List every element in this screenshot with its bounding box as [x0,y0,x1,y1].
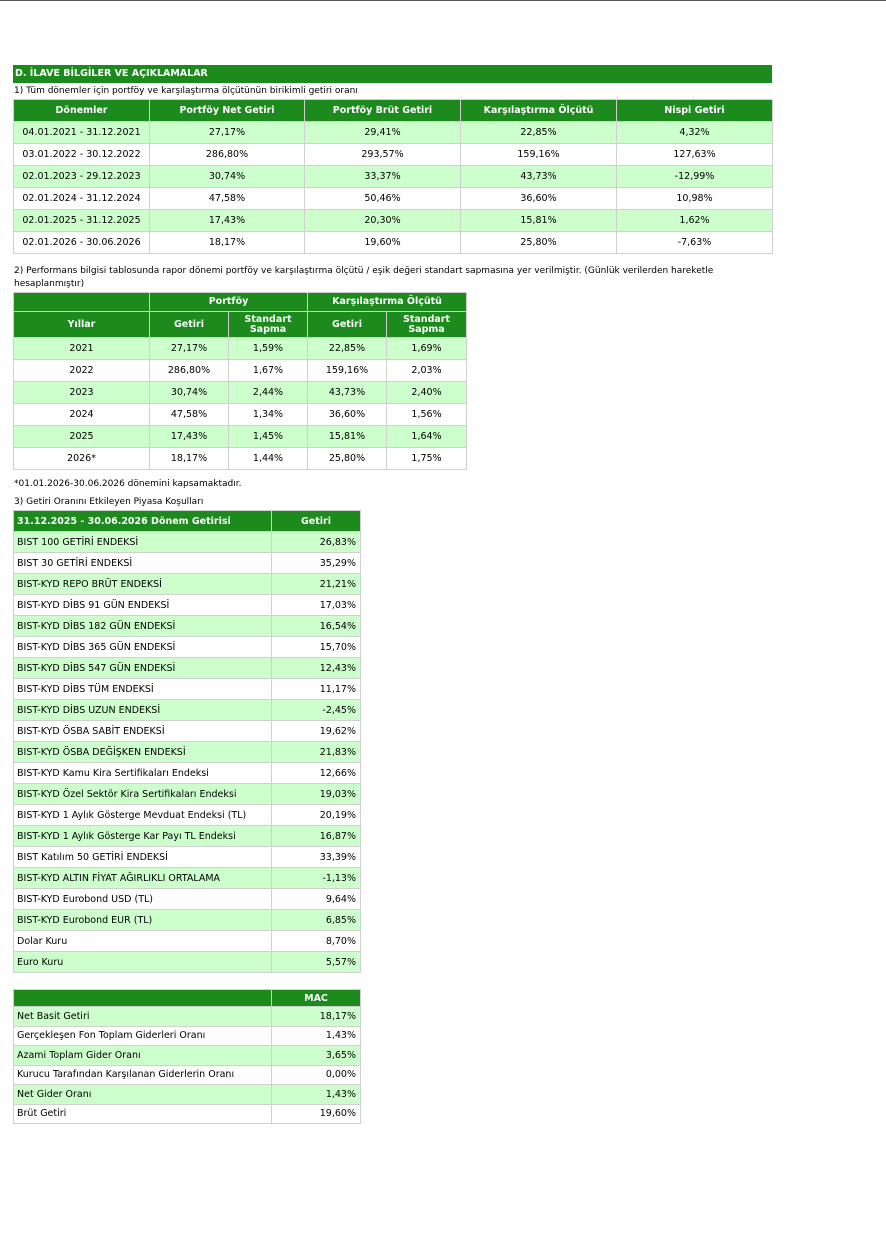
table-cell: 2023 [14,382,150,404]
table-cell: 159,16% [461,144,617,166]
table-cell: BIST-KYD Eurobond EUR (TL) [14,910,272,931]
table-cell: 18,17% [150,232,305,254]
table-cell: 1,64% [387,426,467,448]
footnote-2026-period: *01.01.2026-30.06.2026 dönemini kapsamaktadır. [14,479,242,489]
table-cell: 19,03% [272,784,361,805]
table-cell: 18,17% [150,448,229,470]
table-cell: BIST-KYD DİBS 547 GÜN ENDEKSİ [14,658,272,679]
col-header-benchmark: Karşılaştırma Ölçütü [461,100,617,122]
table-row [14,700,361,721]
table-row [14,952,361,973]
table-cell: 12,43% [272,658,361,679]
table-row [14,868,361,889]
table-row [14,144,773,166]
table-row [14,404,467,426]
table-cell: 22,85% [461,122,617,144]
table-row [14,931,361,952]
table-cell: Kurucu Tarafından Karşılanan Giderlerin Oranı [14,1065,272,1085]
table-cell: BIST-KYD DİBS 91 GÜN ENDEKSİ [14,595,272,616]
table-cell: 20,30% [305,210,461,232]
table-cell: 2024 [14,404,150,426]
col-header-gross-return: Portföy Brüt Getiri [305,100,461,122]
table-row [14,1046,361,1066]
table-cell: BIST-KYD ALTIN FİYAT AĞIRLIKLI ORTALAMA [14,868,272,889]
table-cell: 2,03% [387,360,467,382]
table-cell: 30,74% [150,382,229,404]
col-header-return: Getiri [272,511,361,532]
table-row [14,166,773,188]
table-cell: 8,70% [272,931,361,952]
table-cell: -1,13% [272,868,361,889]
table-cell: Brüt Getiri [14,1104,272,1124]
table-cell: 25,80% [308,448,387,470]
col-header-benchmark-return: Getiri [308,312,387,338]
table-cell: BIST-KYD DİBS 182 GÜN ENDEKSİ [14,616,272,637]
table-cell: 1,69% [387,338,467,360]
table-cell: 21,21% [272,574,361,595]
col-header-portfolio-std [229,312,308,338]
table-cell: 02.01.2025 - 31.12.2025 [14,210,150,232]
table-row [14,826,361,847]
table-cell: 36,60% [308,404,387,426]
table-cell: 26,83% [272,532,361,553]
table-cell: 1,75% [387,448,467,470]
table-cell: 0,00% [272,1065,361,1085]
table-cell: 1,43% [272,1085,361,1105]
note-std-deviation: 2) Performans bilgisi tablosunda rapor dönemi portföy ve karşılaştırma ölçütü / eşik değeri standart sapmasına yer verilmiştir. (Günlük verilerden hareketle hesaplanmıştır) [14,266,714,289]
table-cell: 12,66% [272,763,361,784]
table-cell: 27,17% [150,338,229,360]
table-row [14,658,361,679]
std-label-line2: Sapma [408,323,445,335]
table-cell: 11,17% [272,679,361,700]
table-header-row [14,312,467,338]
table-cell: 1,56% [387,404,467,426]
table-row [14,1026,361,1046]
table-cell: BIST-KYD 1 Aylık Gösterge Kar Payı TL Endeksi [14,826,272,847]
table-cell: 27,17% [150,122,305,144]
table-cell: 16,54% [272,616,361,637]
blank-header-cell [14,990,272,1007]
table-cell: 33,37% [305,166,461,188]
table-cell: BIST 100 GETİRİ ENDEKSİ [14,532,272,553]
table-cell: 2,40% [387,382,467,404]
cumulative-returns-table [13,99,773,254]
table-cell: 16,87% [272,826,361,847]
col-header-periods: Dönemler [14,100,150,122]
table-cell: BIST-KYD REPO BRÜT ENDEKSİ [14,574,272,595]
col-header-mac: MAC [272,990,361,1007]
table-row [14,679,361,700]
table-cell: BIST-KYD ÖSBA SABİT ENDEKSİ [14,721,272,742]
table-cell: 19,60% [272,1104,361,1124]
table-cell: 43,73% [308,382,387,404]
table-cell: BIST-KYD DİBS 365 GÜN ENDEKSİ [14,637,272,658]
table-row [14,763,361,784]
table-cell: 17,03% [272,595,361,616]
table-cell: 20,19% [272,805,361,826]
market-conditions-table [13,510,361,973]
table-cell: 159,16% [308,360,387,382]
table-cell: 35,29% [272,553,361,574]
expense-ratio-table [13,989,361,1124]
table-cell: 3,65% [272,1046,361,1066]
table-cell: 50,46% [305,188,461,210]
table-cell: 47,58% [150,404,229,426]
table-header-row [14,100,773,122]
group-header-benchmark: Karşılaştırma Ölçütü [308,293,467,312]
note-market-conditions: 3) Getiri Oranını Etkileyen Piyasa Koşulları [14,497,204,507]
table-row [14,1104,361,1124]
table-row [14,426,467,448]
table-row [14,910,361,931]
table-cell: Dolar Kuru [14,931,272,952]
table-cell: 286,80% [150,144,305,166]
table-cell: 02.01.2024 - 31.12.2024 [14,188,150,210]
table-cell: 30,74% [150,166,305,188]
table-cell: BIST 30 GETİRİ ENDEKSİ [14,553,272,574]
table-row [14,1007,361,1027]
table-row [14,338,467,360]
table-cell: 17,43% [150,426,229,448]
table-row [14,805,361,826]
table-row [14,721,361,742]
table-row [14,889,361,910]
table-row [14,232,773,254]
table-cell: Net Basit Getiri [14,1007,272,1027]
table-row [14,122,773,144]
table-cell: 15,81% [461,210,617,232]
table-cell: 286,80% [150,360,229,382]
group-header-portfolio: Portföy [150,293,308,312]
col-header-net-return: Portföy Net Getiri [150,100,305,122]
table-cell: 47,58% [150,188,305,210]
table-header-row [14,511,361,532]
table-cell: 1,59% [229,338,308,360]
table-row [14,637,361,658]
table-header-row [14,990,361,1007]
table-cell: BIST-KYD DİBS UZUN ENDEKSİ [14,700,272,721]
table-cell: Gerçekleşen Fon Toplam Giderleri Oranı [14,1026,272,1046]
table-cell: 1,44% [229,448,308,470]
table-cell: 9,64% [272,889,361,910]
table-cell: 5,57% [272,952,361,973]
table-cell: 2021 [14,338,150,360]
table-cell: 22,85% [308,338,387,360]
table-cell: 33,39% [272,847,361,868]
table-cell: 04.01.2021 - 31.12.2021 [14,122,150,144]
table-row [14,595,361,616]
col-header-relative-return: Nispi Getiri [617,100,773,122]
table-cell: BIST Katılım 50 GETİRİ ENDEKSİ [14,847,272,868]
table-cell: Euro Kuru [14,952,272,973]
table-cell: 03.01.2022 - 30.12.2022 [14,144,150,166]
table-row [14,532,361,553]
table-row [14,1065,361,1085]
section-title: D. İLAVE BİLGİLER VE AÇIKLAMALAR [13,65,772,83]
table-row [14,742,361,763]
table-cell: 2,44% [229,382,308,404]
top-border-line [0,0,886,1]
table-cell: -7,63% [617,232,773,254]
table-cell: BIST-KYD 1 Aylık Gösterge Mevduat Endeksi (TL) [14,805,272,826]
table-cell: BIST-KYD Kamu Kira Sertifikaları Endeksi [14,763,272,784]
table-cell: -12,99% [617,166,773,188]
note-cumulative-returns: 1) Tüm dönemler için portföy ve karşılaştırma ölçütünün birikimli getiri oranı [14,86,358,96]
blank-header-cell [14,293,150,312]
table-row [14,574,361,595]
additional-info-section [13,65,773,1124]
table-group-header-row [14,293,467,312]
table-cell: BIST-KYD DİBS TÜM ENDEKSİ [14,679,272,700]
table-cell: -2,45% [272,700,361,721]
table-cell: 15,81% [308,426,387,448]
table-cell: 17,43% [150,210,305,232]
table-cell: BIST-KYD ÖSBA DEĞİŞKEN ENDEKSİ [14,742,272,763]
table-cell: BIST-KYD Eurobond USD (TL) [14,889,272,910]
std-deviation-table [13,292,467,470]
table-cell: 4,32% [617,122,773,144]
table-cell: 1,62% [617,210,773,232]
std-label-line1: Standart [403,313,451,325]
std-label-line1: Standart [244,313,292,325]
table-cell: 36,60% [461,188,617,210]
table-cell: Azami Toplam Gider Oranı [14,1046,272,1066]
col-header-benchmark-std [387,312,467,338]
col-header-years: Yıllar [14,312,150,338]
table-cell: 29,41% [305,122,461,144]
table-cell: 127,63% [617,144,773,166]
table-cell: 19,60% [305,232,461,254]
table-cell: 15,70% [272,637,361,658]
table-cell: 2025 [14,426,150,448]
table-cell: 2026* [14,448,150,470]
table-cell: 02.01.2023 - 29.12.2023 [14,166,150,188]
table-row [14,382,467,404]
table-cell: Net Gider Oranı [14,1085,272,1105]
table-cell: 25,80% [461,232,617,254]
table-cell: 1,43% [272,1026,361,1046]
table-row [14,1085,361,1105]
table-cell: 10,98% [617,188,773,210]
table-cell: 1,45% [229,426,308,448]
table-row [14,847,361,868]
col-header-period-return: 31.12.2025 - 30.06.2026 Dönem Getirisi [14,511,272,532]
table-row [14,210,773,232]
table-row [14,553,361,574]
table-cell: 21,83% [272,742,361,763]
table-row [14,188,773,210]
col-header-portfolio-return: Getiri [150,312,229,338]
table-cell: 1,34% [229,404,308,426]
table-cell: 18,17% [272,1007,361,1027]
table-cell: 293,57% [305,144,461,166]
table-row [14,616,361,637]
table-cell: 6,85% [272,910,361,931]
table-row [14,448,467,470]
table-cell: 02.01.2026 - 30.06.2026 [14,232,150,254]
table-cell: BIST-KYD Özel Sektör Kira Sertifikaları Endeksi [14,784,272,805]
table-cell: 19,62% [272,721,361,742]
table-cell: 2022 [14,360,150,382]
std-label-line2: Sapma [249,323,287,335]
table-row [14,360,467,382]
table-row [14,784,361,805]
table-cell: 1,67% [229,360,308,382]
table-cell: 43,73% [461,166,617,188]
